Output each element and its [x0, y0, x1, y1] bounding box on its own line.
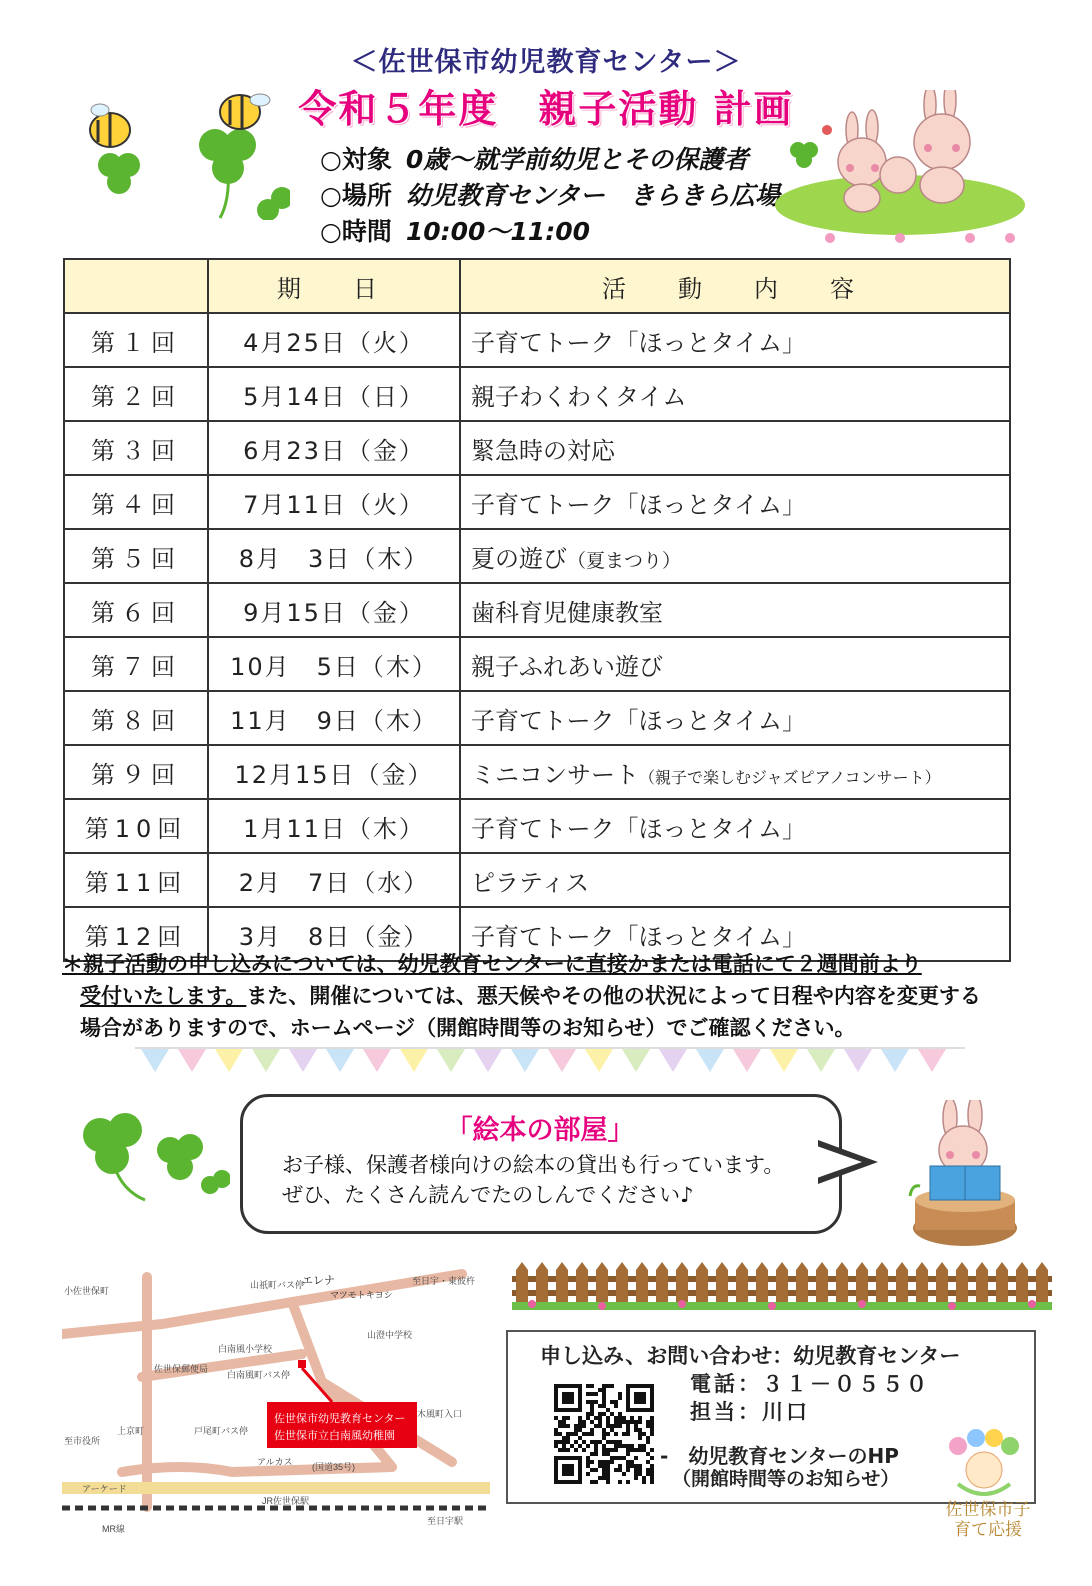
fence-picket [896, 1262, 908, 1306]
picture-book-line1: お子様、保護者様向けの絵本の貸出も行っています。 [282, 1153, 785, 1177]
session-number: 第５回 [64, 529, 208, 583]
table-header-activity: 活 動 内 容 [460, 259, 1010, 313]
picture-book-text [282, 1150, 784, 1210]
map-label-elena: エレナ [302, 1275, 335, 1287]
map-label-hiyoshi: 至日宇・東彼杵 [412, 1276, 476, 1286]
page-subtitle: ＜佐世保市幼児教育センター＞ [350, 47, 742, 78]
map-label-center1: 佐世保市幼児教育センター [274, 1413, 406, 1425]
fence-picket [716, 1262, 728, 1306]
session-number: 第３回 [64, 421, 208, 475]
bunting-flag [178, 1049, 206, 1072]
fence-picket [1016, 1262, 1028, 1306]
session-date: 6月23日（金） [208, 421, 460, 475]
table-header-date: 期 日 [208, 259, 460, 313]
contact-heading: 申し込み、お問い合わせ：幼児教育センター [540, 1344, 961, 1368]
fence-picket [756, 1262, 768, 1306]
session-activity [460, 745, 1010, 799]
table-row [64, 799, 1010, 853]
bunting-flag [326, 1049, 354, 1072]
bunting-flag [881, 1049, 909, 1072]
target-label: ○対象 [320, 145, 392, 174]
session-activity: 子育てトーク「ほっとタイム」 [460, 475, 1010, 529]
map-label-mr: MR線 [102, 1524, 125, 1534]
map-label-yamasaka: 山祇町バス停 [250, 1280, 305, 1290]
application-notice [62, 948, 1037, 1044]
table-row [64, 529, 1010, 583]
session-activity: 歯科育児健康教室 [460, 583, 1010, 637]
fence-picket [556, 1262, 568, 1306]
bubble-tail-inner [814, 1145, 862, 1179]
map-label-arukasu: アルカス [257, 1457, 293, 1467]
homepage-label: - 幼児教育センターのHP [660, 1444, 899, 1468]
homepage-sub: （開館時間等のお知らせ） [672, 1468, 900, 1490]
logo-text: 佐世保市子育て応援 [945, 1500, 1031, 1540]
fence-picket [656, 1262, 668, 1306]
bunting-flag [696, 1049, 724, 1072]
activity-main: 夏の遊び [471, 544, 567, 573]
session-activity: 子育てトーク「ほっとタイム」 [460, 907, 1010, 961]
map-label-shiranomine-school: 白南風小学校 [218, 1344, 273, 1354]
contact-person: 担当：川口 [690, 1400, 810, 1424]
session-number: 第８回 [64, 691, 208, 745]
fence-decoration [512, 1262, 1052, 1312]
bunting-flag [437, 1049, 465, 1072]
table-row [64, 691, 1010, 745]
session-activity: 子育てトーク「ほっとタイム」 [460, 313, 1010, 367]
session-number: 第４回 [64, 475, 208, 529]
map-label-yamasumi: 山澄中学校 [367, 1330, 413, 1340]
map-label-kisaki: 木風町入口 [417, 1409, 463, 1419]
table-header-row [64, 259, 1010, 313]
picture-book-title: 「絵本の部屋」 [445, 1115, 635, 1146]
schedule-table [63, 258, 1011, 962]
activity-main: ミニコンサート [471, 760, 639, 789]
bunting-flag [400, 1049, 428, 1072]
session-number: 第11回 [64, 853, 208, 907]
bunting-flag [215, 1049, 243, 1072]
kosodate-logo-icon [938, 1424, 1028, 1504]
fence-picket [936, 1262, 948, 1306]
page-title: 令和５年度 親子活動 計画 [298, 87, 794, 131]
fence-picket [856, 1262, 868, 1306]
notice-line1: ＊親子活動の申し込みについては、幼児教育センターに直接かまたは電話にて２週間前より [62, 952, 922, 976]
time-value: 10:00～11:00 [405, 217, 590, 246]
session-activity: ピラティス [460, 853, 1010, 907]
table-header-empty [64, 259, 208, 313]
session-date: 3月 8日（金） [208, 907, 460, 961]
table-row [64, 583, 1010, 637]
map-label-hiyoshi-station: 至日宇駅 [427, 1516, 464, 1526]
fence-picket [576, 1262, 588, 1306]
fence-picket [596, 1262, 608, 1306]
session-number: 第６回 [64, 583, 208, 637]
notice-line2-underlined: 受付いたします。 [80, 984, 247, 1008]
fence-picket [636, 1262, 648, 1306]
fence-picket [876, 1262, 888, 1306]
bunting-flag [918, 1049, 946, 1072]
session-date: 4月25日（火） [208, 313, 460, 367]
fence-picket [616, 1262, 628, 1306]
map-label-arcade: アーケード [82, 1484, 127, 1494]
rabbit-illustration [770, 90, 1030, 245]
map-label-route35: (国道35号) [312, 1462, 356, 1472]
bee-icon [90, 104, 130, 147]
session-date: 5月14日（日） [208, 367, 460, 421]
session-activity: 親子ふれあい遊び [460, 637, 1010, 691]
picture-book-line2: ぜひ、たくさん読んでたのしんでください♪ [282, 1183, 694, 1207]
table-row [64, 367, 1010, 421]
place-line [320, 176, 780, 212]
notice-line3: 場合がありますので、ホームページ（開館時間等のお知らせ）でご確認ください。 [80, 1016, 856, 1040]
bunting-flag [511, 1049, 539, 1072]
session-activity: 緊急時の対応 [460, 421, 1010, 475]
session-number: 第９回 [64, 745, 208, 799]
session-number: 第12回 [64, 907, 208, 961]
session-date: 2月 7日（水） [208, 853, 460, 907]
session-activity: 子育てトーク「ほっとタイム」 [460, 799, 1010, 853]
time-label: ○時間 [320, 217, 392, 246]
fence-picket [536, 1262, 548, 1306]
bunting-flag [289, 1049, 317, 1072]
bunting-flag [141, 1049, 169, 1072]
homepage-text: 幼児教育センターのHP [688, 1444, 899, 1468]
map-label-center2: 佐世保市立白南風幼稚園 [274, 1430, 395, 1442]
fence-picket [816, 1262, 828, 1306]
qr-code-icon[interactable] [554, 1384, 654, 1484]
session-date: 7月11日（火） [208, 475, 460, 529]
place-value: 幼児教育センター きらきら広場 [405, 181, 780, 210]
table-row [64, 313, 1010, 367]
bunting-flag [733, 1049, 761, 1072]
session-date: 11月 9日（木） [208, 691, 460, 745]
session-date: 9月15日（金） [208, 583, 460, 637]
table-row [64, 637, 1010, 691]
table-row [64, 745, 1010, 799]
activity-note: （親子で楽しむジャズピアノコンサート） [639, 767, 941, 787]
fence-picket [916, 1262, 928, 1306]
bunting-flag [585, 1049, 613, 1072]
table-row [64, 421, 1010, 475]
bunting-flag [548, 1049, 576, 1072]
map-label-kosaseho: 小佐世保町 [64, 1286, 110, 1296]
bunting-decoration [135, 1046, 965, 1076]
session-date: 10月 5日（木） [208, 637, 460, 691]
bunting-flag [770, 1049, 798, 1072]
session-number: 第７回 [64, 637, 208, 691]
rabbit-reading-illustration [900, 1100, 1030, 1250]
target-line [320, 140, 748, 176]
notice-line2-rest: また、開催については、悪天候やその他の状況によって日程や内容を変更する [246, 984, 981, 1008]
bee-icon [220, 94, 270, 129]
time-line [320, 212, 590, 248]
map-label-shiranomine-bus: 白南風町バス停 [227, 1370, 291, 1380]
fence-picket [996, 1262, 1008, 1306]
session-number: 第10回 [64, 799, 208, 853]
map-label-jr: JR佐世保駅 [262, 1496, 309, 1506]
activity-note: （夏まつり） [567, 549, 682, 572]
target-value: 0歳～就学前幼児とその保護者 [405, 145, 749, 174]
map-label-tozaki: 戸尾町バス停 [194, 1426, 249, 1436]
access-map [62, 1262, 490, 1542]
bunting-flag [622, 1049, 650, 1072]
session-activity [460, 529, 1010, 583]
clover-bee-illustration [70, 70, 290, 220]
bunting-flag [363, 1049, 391, 1072]
fence-picket [776, 1262, 788, 1306]
contact-phone: 電話：３１－０５５０ [690, 1372, 930, 1396]
map-label-shiyakusho: 至市役所 [64, 1436, 101, 1446]
fence-picket [836, 1262, 848, 1306]
bunting-flag [252, 1049, 280, 1072]
bunting-flag [474, 1049, 502, 1072]
table-row [64, 475, 1010, 529]
session-activity: 子育てトーク「ほっとタイム」 [460, 691, 1010, 745]
fence-picket [976, 1262, 988, 1306]
session-number: 第１回 [64, 313, 208, 367]
fence-picket [1036, 1262, 1048, 1306]
fence-picket [956, 1262, 968, 1306]
map-label-kamikyo: 上京町 [117, 1426, 145, 1436]
session-date: 12月15日（金） [208, 745, 460, 799]
place-label: ○場所 [320, 181, 392, 210]
session-activity: 親子わくわくタイム [460, 367, 1010, 421]
table-row [64, 853, 1010, 907]
fence-picket [676, 1262, 688, 1306]
map-label-matsumoto: マツモトキヨシ [330, 1290, 393, 1300]
bunting-flag [844, 1049, 872, 1072]
map-label-post-office: 佐世保郵便局 [154, 1364, 209, 1374]
fence-picket [696, 1262, 708, 1306]
bunting-flag [659, 1049, 687, 1072]
clover-illustration [70, 1095, 230, 1205]
fence-picket [516, 1262, 528, 1306]
session-date: 8月 3日（木） [208, 529, 460, 583]
session-number: 第２回 [64, 367, 208, 421]
fence-picket [796, 1262, 808, 1306]
session-date: 1月11日（木） [208, 799, 460, 853]
fence-picket [736, 1262, 748, 1306]
bunting-flag [807, 1049, 835, 1072]
